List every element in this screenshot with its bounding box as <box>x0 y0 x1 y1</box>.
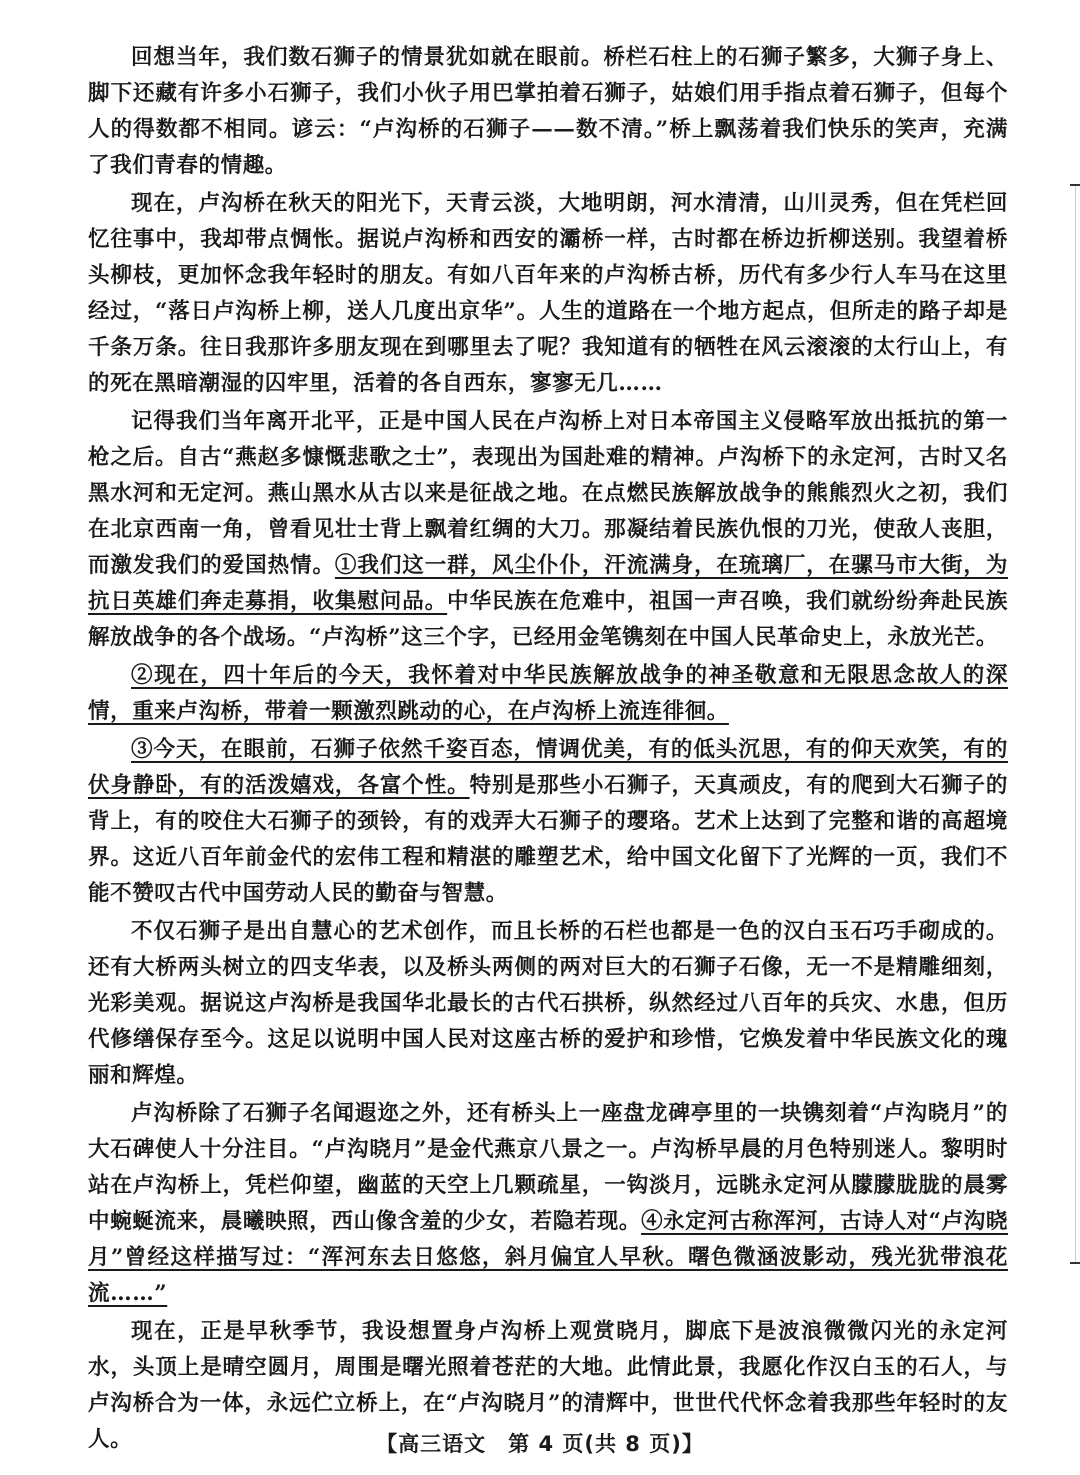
underlined-sentence-1: ①我们这一群，风尘仆仆，汗流满身，在琉璃厂，在骡马市大街，为抗日英雄们奔走募捐，收集慰问品。 <box>88 553 1008 614</box>
paragraph-3 <box>88 404 1008 656</box>
paragraph-3-text-a: 记得我们当年离开北平，正是中国人民在卢沟桥上对日本帝国主义侵略军放出抵抗的第一枪之后。自古“燕赵多慷慨悲歌之士”，表现出为国赴难的精神。卢沟桥下的永定河，古时又名黑水河和无定河。燕山黑水从古以来是征战之地。在点燃民族解放战争的熊熊烈火之初，我们在北京西南一角，曾看见壮士背上飘着红绸的大刀。那凝结着民族仇恨的刀光，使敌人丧胆，而激发我们的爱国热情。 <box>88 409 1008 578</box>
paragraph-5-text: 特别是那些小石狮子，天真顽皮，有的爬到大石狮子的背上，有的咬住大石狮子的颈铃，有的戏弄大石狮子的璎珞。艺术上达到了完整和谐的高超境界。这近八百年前金代的宏伟工程和精湛的雕塑艺术，给中国文化留下了光辉的一页，我们不能不赞叹古代中国劳动人民的勤奋与智慧。 <box>88 773 1008 906</box>
paragraph-1 <box>88 40 1008 184</box>
binding-edge-line <box>1075 184 1076 1262</box>
paragraph-6 <box>88 914 1008 1094</box>
article-body <box>88 40 1008 1460</box>
underlined-sentence-4: ④永定河古称浑河，古诗人对“卢沟晓月”曾经这样描写过：“浑河东去日悠悠，斜月偏宜人早秋。曙色微涵波影动，残光犹带浪花流……” <box>88 1209 1008 1306</box>
paragraph-7-text: 卢沟桥除了石狮子名闻遐迩之外，还有桥头上一座盘龙碑亭里的一块镌刻着“卢沟晓月”的大石碑使人十分注目。“卢沟晓月”是金代燕京八景之一。卢沟桥早晨的月色特别迷人。黎明时站在卢沟桥上，凭栏仰望，幽蓝的天空上几颗疏星，一钩淡月，远眺永定河从朦朦胧胧的晨雾中蜿蜒流来，晨曦映照，西山像含羞的少女，若隐若现。 <box>88 1101 1008 1234</box>
underlined-sentence-2: ②现在，四十年后的今天，我怀着对中华民族解放战争的神圣敬意和无限思念故人的深情，重来卢沟桥，带着一颗激烈跳动的心，在卢沟桥上流连徘徊。 <box>88 663 1008 724</box>
paragraph-5 <box>88 732 1008 912</box>
underlined-sentence-3: ③今天，在眼前，石狮子依然千姿百态，情调优美，有的低头沉思，有的仰天欢笑，有的伏身静卧，有的活泼嬉戏，各富个性。 <box>88 737 1008 798</box>
paragraph-8-text: 现在，正是早秋季节，我设想置身卢沟桥上观赏晓月，脚底下是波浪微微闪光的永定河水，头顶上是晴空圆月，周围是曙光照着苍茫的大地。此情此景，我愿化作汉白玉的石人，与卢沟桥合为一体，永远伫立桥上，在“卢沟晓月”的清辉中，世世代代怀念着我那些年轻时的友人。 <box>88 1319 1008 1452</box>
paragraph-4 <box>88 658 1008 730</box>
paragraph-6-text: 不仅石狮子是出自慧心的艺术创作，而且长桥的石栏也都是一色的汉白玉石巧手砌成的。还有大桥两头树立的四支华表，以及桥头两侧的两对巨大的石狮子石像，无一不是精雕细刻，光彩美观。据说这卢沟桥是我国华北最长的古代石拱桥，纵然经过八百年的兵灾、水患，但历代修缮保存至今。这足以说明中国人民对这座古桥的爱护和珍惜，它焕发着中华民族文化的瑰丽和辉煌。 <box>88 919 1008 1088</box>
paragraph-2 <box>88 186 1008 402</box>
paragraph-2-text: 现在，卢沟桥在秋天的阳光下，天青云淡，大地明朗，河水清清，山川灵秀，但在凭栏回忆往事中，我却带点惆怅。据说卢沟桥和西安的灞桥一样，古时都在桥边折柳送别。我望着桥头柳枝，更加怀念我年轻时的朋友。有如八百年来的卢沟桥古桥，历代有多少行人车马在这里经过，“落日卢沟桥上柳，送人几度出京华”。人生的道路在一个地方起点，但所走的路子却是千条万条。往日我那许多朋友现在到哪里去了呢？我知道有的牺牲在风云滚滚的太行山上，有的死在黑暗潮湿的囚牢里，活着的各自西东，寥寥无几…… <box>88 191 1008 396</box>
binding-edge-mark-top <box>1070 184 1080 186</box>
page-footer: 【高三语文 第 4 页(共 8 页)】 <box>376 1432 704 1456</box>
paragraph-1-text: 回想当年，我们数石狮子的情景犹如就在眼前。桥栏石柱上的石狮子繁多，大狮子身上、脚下还藏有许多小石狮子，我们小伙子用巴掌拍着石狮子，姑娘们用手指点着石狮子，但每个人的得数都不相同。谚云：“卢沟桥的石狮子——数不清。”桥上飘荡着我们快乐的笑声，充满了我们青春的情趣。 <box>88 45 1008 178</box>
binding-edge-mark-bottom <box>1070 1262 1080 1264</box>
paragraph-3-text-b: 中华民族在危难中，祖国一声召唤，我们就纷纷奔赴民族解放战争的各个战场。“卢沟桥”这三个字，已经用金笔镌刻在中国人民革命史上，永放光芒。 <box>88 589 1008 650</box>
paragraph-7 <box>88 1096 1008 1312</box>
